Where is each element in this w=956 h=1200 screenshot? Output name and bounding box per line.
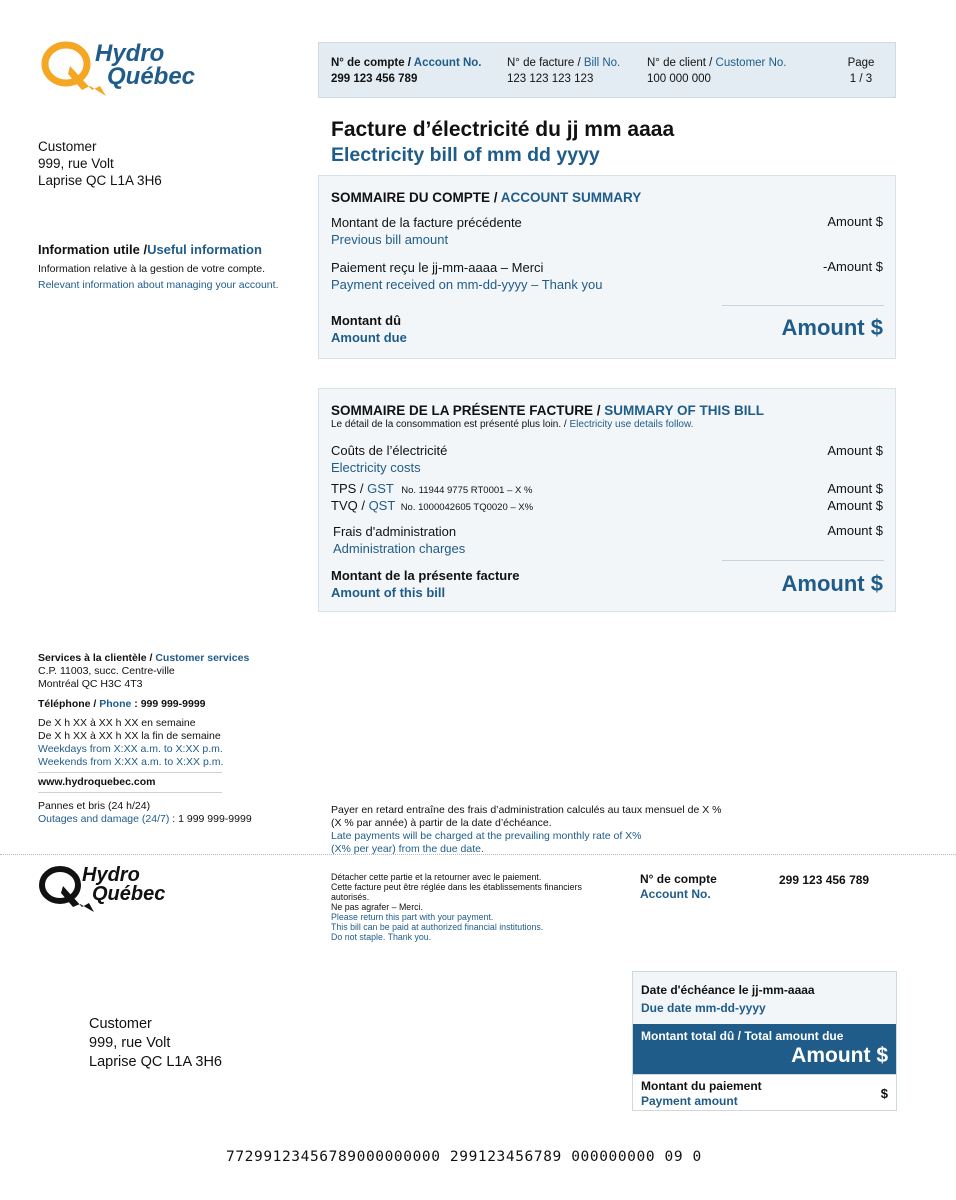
bill-number-field: N° de facture / Bill No. 123 123 123 123: [507, 57, 621, 85]
qst-label: TVQ / QST No. 1000042605 TQ0020 – X%: [331, 498, 534, 513]
bill-title-en: Electricity bill of mm dd yyyy: [331, 144, 600, 166]
amount-due-label: Montant dû Amount due: [331, 313, 407, 345]
customer-address: Customer 999, rue Volt Laprise QC L1A 3H6: [38, 139, 162, 188]
due-date-section: Date d'échéance le jj-mm-aaaa Due date mm-dd-yyyy: [633, 972, 896, 1024]
account-header-bar: [318, 42, 896, 98]
admin-charges-amount: Amount $: [827, 523, 883, 538]
stub-account-label: N° de compte Account No.: [640, 872, 717, 901]
tear-line: [0, 854, 956, 855]
stub-customer-address: Customer 999, rue Volt Laprise QC L1A 3H6: [89, 1016, 222, 1070]
bill-summary-detail: Le détail de la consommation est présenté plus loin. / Electricity use details follow.: [331, 419, 694, 430]
qst-amount: Amount $: [827, 498, 883, 513]
bill-summary-title: SOMMAIRE DE LA PRÉSENTE FACTURE / SUMMARY OF THIS BILL: [331, 403, 765, 418]
detach-instructions: Détacher cette partie et la retourner avec le paiement. Cette facture peut être réglée dans les établissements financiers autorisés. Ne pas agrafer – Merci. Please return this part with your payment. This bill can be paid at authorized financial institutions. Do not staple. Thank you.: [331, 872, 582, 942]
this-bill-total-value: Amount $: [781, 571, 883, 596]
hydro-quebec-logo-stub: [38, 864, 198, 914]
logo-text: Hydro Québec: [82, 864, 166, 905]
payment-amount-section[interactable]: Montant du paiement Payment amount $: [633, 1074, 896, 1110]
payment-amount-field[interactable]: $: [880, 1086, 888, 1101]
this-bill-total-label: Montant de la présente facture Amount of this bill: [331, 568, 520, 600]
amount-due-value: Amount $: [781, 315, 883, 340]
payment-received-label: Paiement reçu le jj-mm-aaaa – Merci Payment received on mm-dd-yyyy – Thank you: [331, 260, 603, 292]
gst-amount: Amount $: [827, 481, 883, 496]
customer-services: Services à la clientèle / Customer services C.P. 11003, succ. Centre-ville Montréal QC H3C 4T3 Téléphone / Phone : 999 999-9999 De X h XX à XX h XX en semaine De X h XX à XX h XX la fin de semaine Weekdays from X:XX a.m. to X:XX p.m. Weekends from X:XX a.m. to X:XX p.m. www.hydroquebec.com Pannes et bris (24 h/24) Outages and damage (24/7) : 1 999 999-9999: [38, 652, 278, 826]
payment-received-amount: -Amount $: [823, 259, 883, 274]
logo-text: Hydro Québec: [95, 40, 196, 90]
website-link[interactable]: www.hydroquebec.com: [38, 776, 156, 788]
divider: [38, 772, 222, 773]
electricity-costs-amount: Amount $: [827, 443, 883, 458]
gst-label: TPS / GST No. 11944 9775 RT0001 – X %: [331, 481, 533, 496]
divider: [722, 560, 884, 561]
total-due-amount: Amount $: [791, 1044, 888, 1067]
late-payment-notice: Payer en retard entraîne des frais d’administration calculés au taux mensuel de X % (X % par année) à partir de la date d’échéance. Late payments will be charged at the prevailing monthly rate of X% (X% per year) from the due date.: [331, 804, 722, 855]
account-number-field: N° de compte / Account No. 299 123 456 789: [331, 57, 482, 85]
admin-charges-label: Frais d'administration Administration charges: [333, 524, 466, 556]
bill-summary-panel: [318, 388, 896, 612]
page-indicator: Page 1 / 3: [847, 57, 875, 85]
stub-account-value: 299 123 456 789: [779, 873, 870, 887]
total-due-section: Montant total dû / Total amount due Amount $: [633, 1024, 896, 1074]
previous-bill-label: Montant de la facture précédente Previous bill amount: [331, 215, 522, 247]
useful-info: Information utile /Useful information Information relative à la gestion de votre compte. Relevant information about managing your account.: [38, 242, 279, 291]
hydro-quebec-logo: [40, 40, 220, 98]
bill-title-fr: Facture d’électricité du jj mm aaaa: [331, 118, 675, 141]
micr-line: 77299123456789000000000 299123456789 000000000 09 0: [226, 1149, 702, 1165]
account-summary-panel: [318, 175, 896, 359]
divider: [722, 305, 884, 306]
payment-due-box: [632, 971, 897, 1111]
customer-number-field: N° de client / Customer No. 100 000 000: [647, 57, 787, 85]
electricity-costs-label: Coûts de l’électricité Electricity costs: [331, 443, 448, 475]
previous-bill-amount: Amount $: [827, 214, 883, 229]
divider: [38, 792, 222, 793]
account-summary-title: SOMMAIRE DU COMPTE / ACCOUNT SUMMARY: [331, 190, 642, 205]
